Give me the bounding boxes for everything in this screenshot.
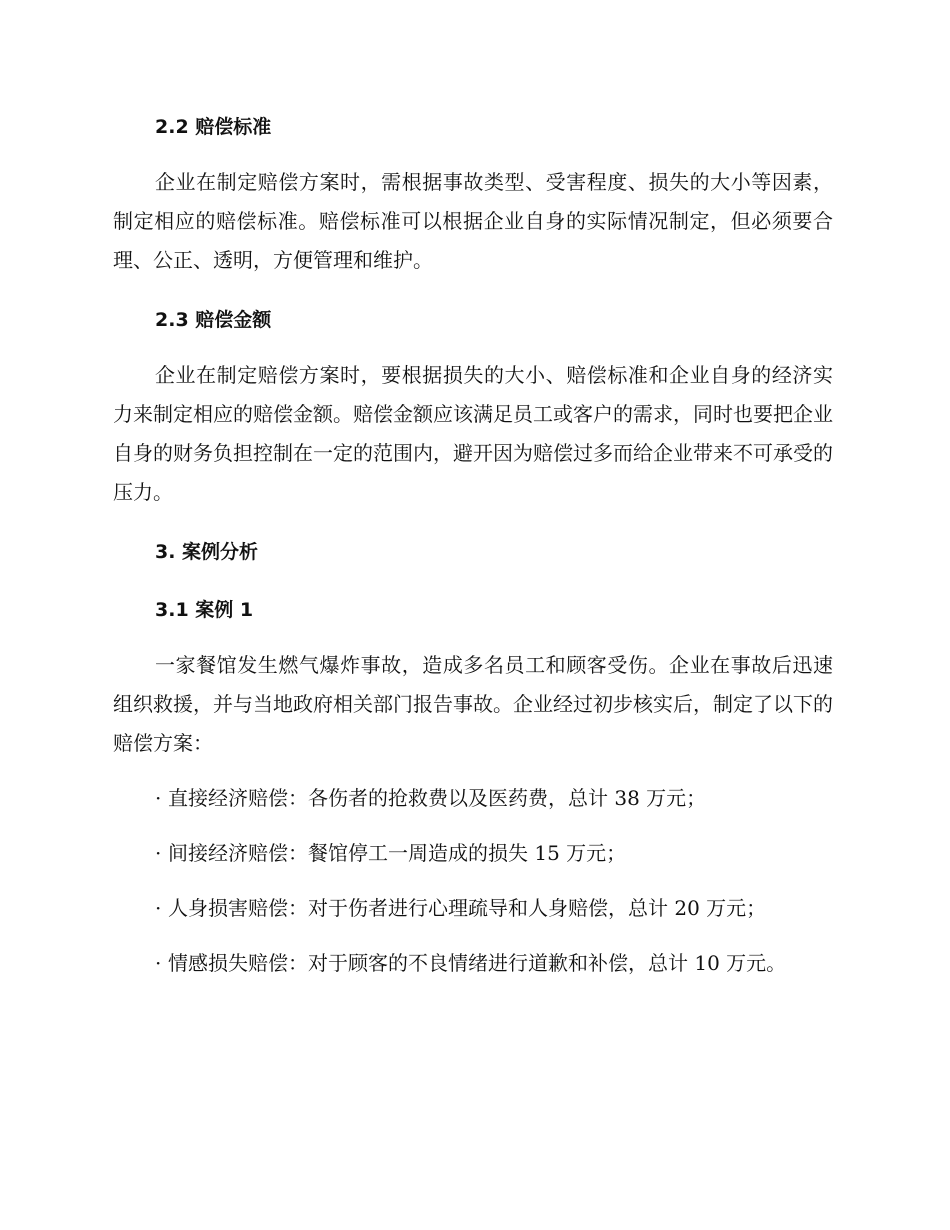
section-paragraph-2-2: 企业在制定赔偿方案时，需根据事故类型、受害程度、损失的大小等因素，制定相应的赔偿标准。赔偿标准可以根据企业自身的实际情况制定，但必须要合理、公正、透明，方便管理和维护。 <box>113 170 833 272</box>
section-paragraph-2-3: 企业在制定赔偿方案时，要根据损失的大小、赔偿标准和企业自身的经济实力来制定相应的赔偿金额。赔偿金额应该满足员工或客户的需求，同时也要把企业自身的财务负担控制在一定的范围内，避开因为赔偿过多而给企业带来不可承受的压力。 <box>113 363 833 504</box>
section-heading-2-3: 2.3 赔偿金额 <box>155 309 272 331</box>
bullet-icon: · <box>155 786 162 810</box>
section-heading-3: 3. 案例分析 <box>155 541 259 563</box>
list-item <box>113 889 833 928</box>
section-heading-2-2: 2.2 赔偿标准 <box>155 116 272 138</box>
list-item-text: 情感损失赔偿：对于顾客的不良情绪进行道歉和补偿，总计 10 万元。 <box>168 951 787 975</box>
bullet-icon: · <box>155 896 162 920</box>
list-item-text: 人身损害赔偿：对于伤者进行心理疏导和人身赔偿，总计 20 万元； <box>168 896 767 920</box>
section-heading-3-1: 3.1 案例 1 <box>155 599 254 621</box>
list-item <box>113 944 833 983</box>
bullet-icon: · <box>155 841 162 865</box>
list-item-text: 间接经济赔偿：餐馆停工一周造成的损失 15 万元； <box>168 841 627 865</box>
list-item-text: 直接经济赔偿：各伤者的抢救费以及医药费，总计 38 万元； <box>168 786 707 810</box>
bullet-icon: · <box>155 951 162 975</box>
list-item <box>113 779 833 818</box>
list-item <box>113 834 833 873</box>
document-body <box>113 104 833 983</box>
section-paragraph-3-1: 一家餐馆发生燃气爆炸事故，造成多名员工和顾客受伤。企业在事故后迅速组织救援，并与当地政府相关部门报告事故。企业经过初步核实后，制定了以下的赔偿方案： <box>113 653 833 755</box>
